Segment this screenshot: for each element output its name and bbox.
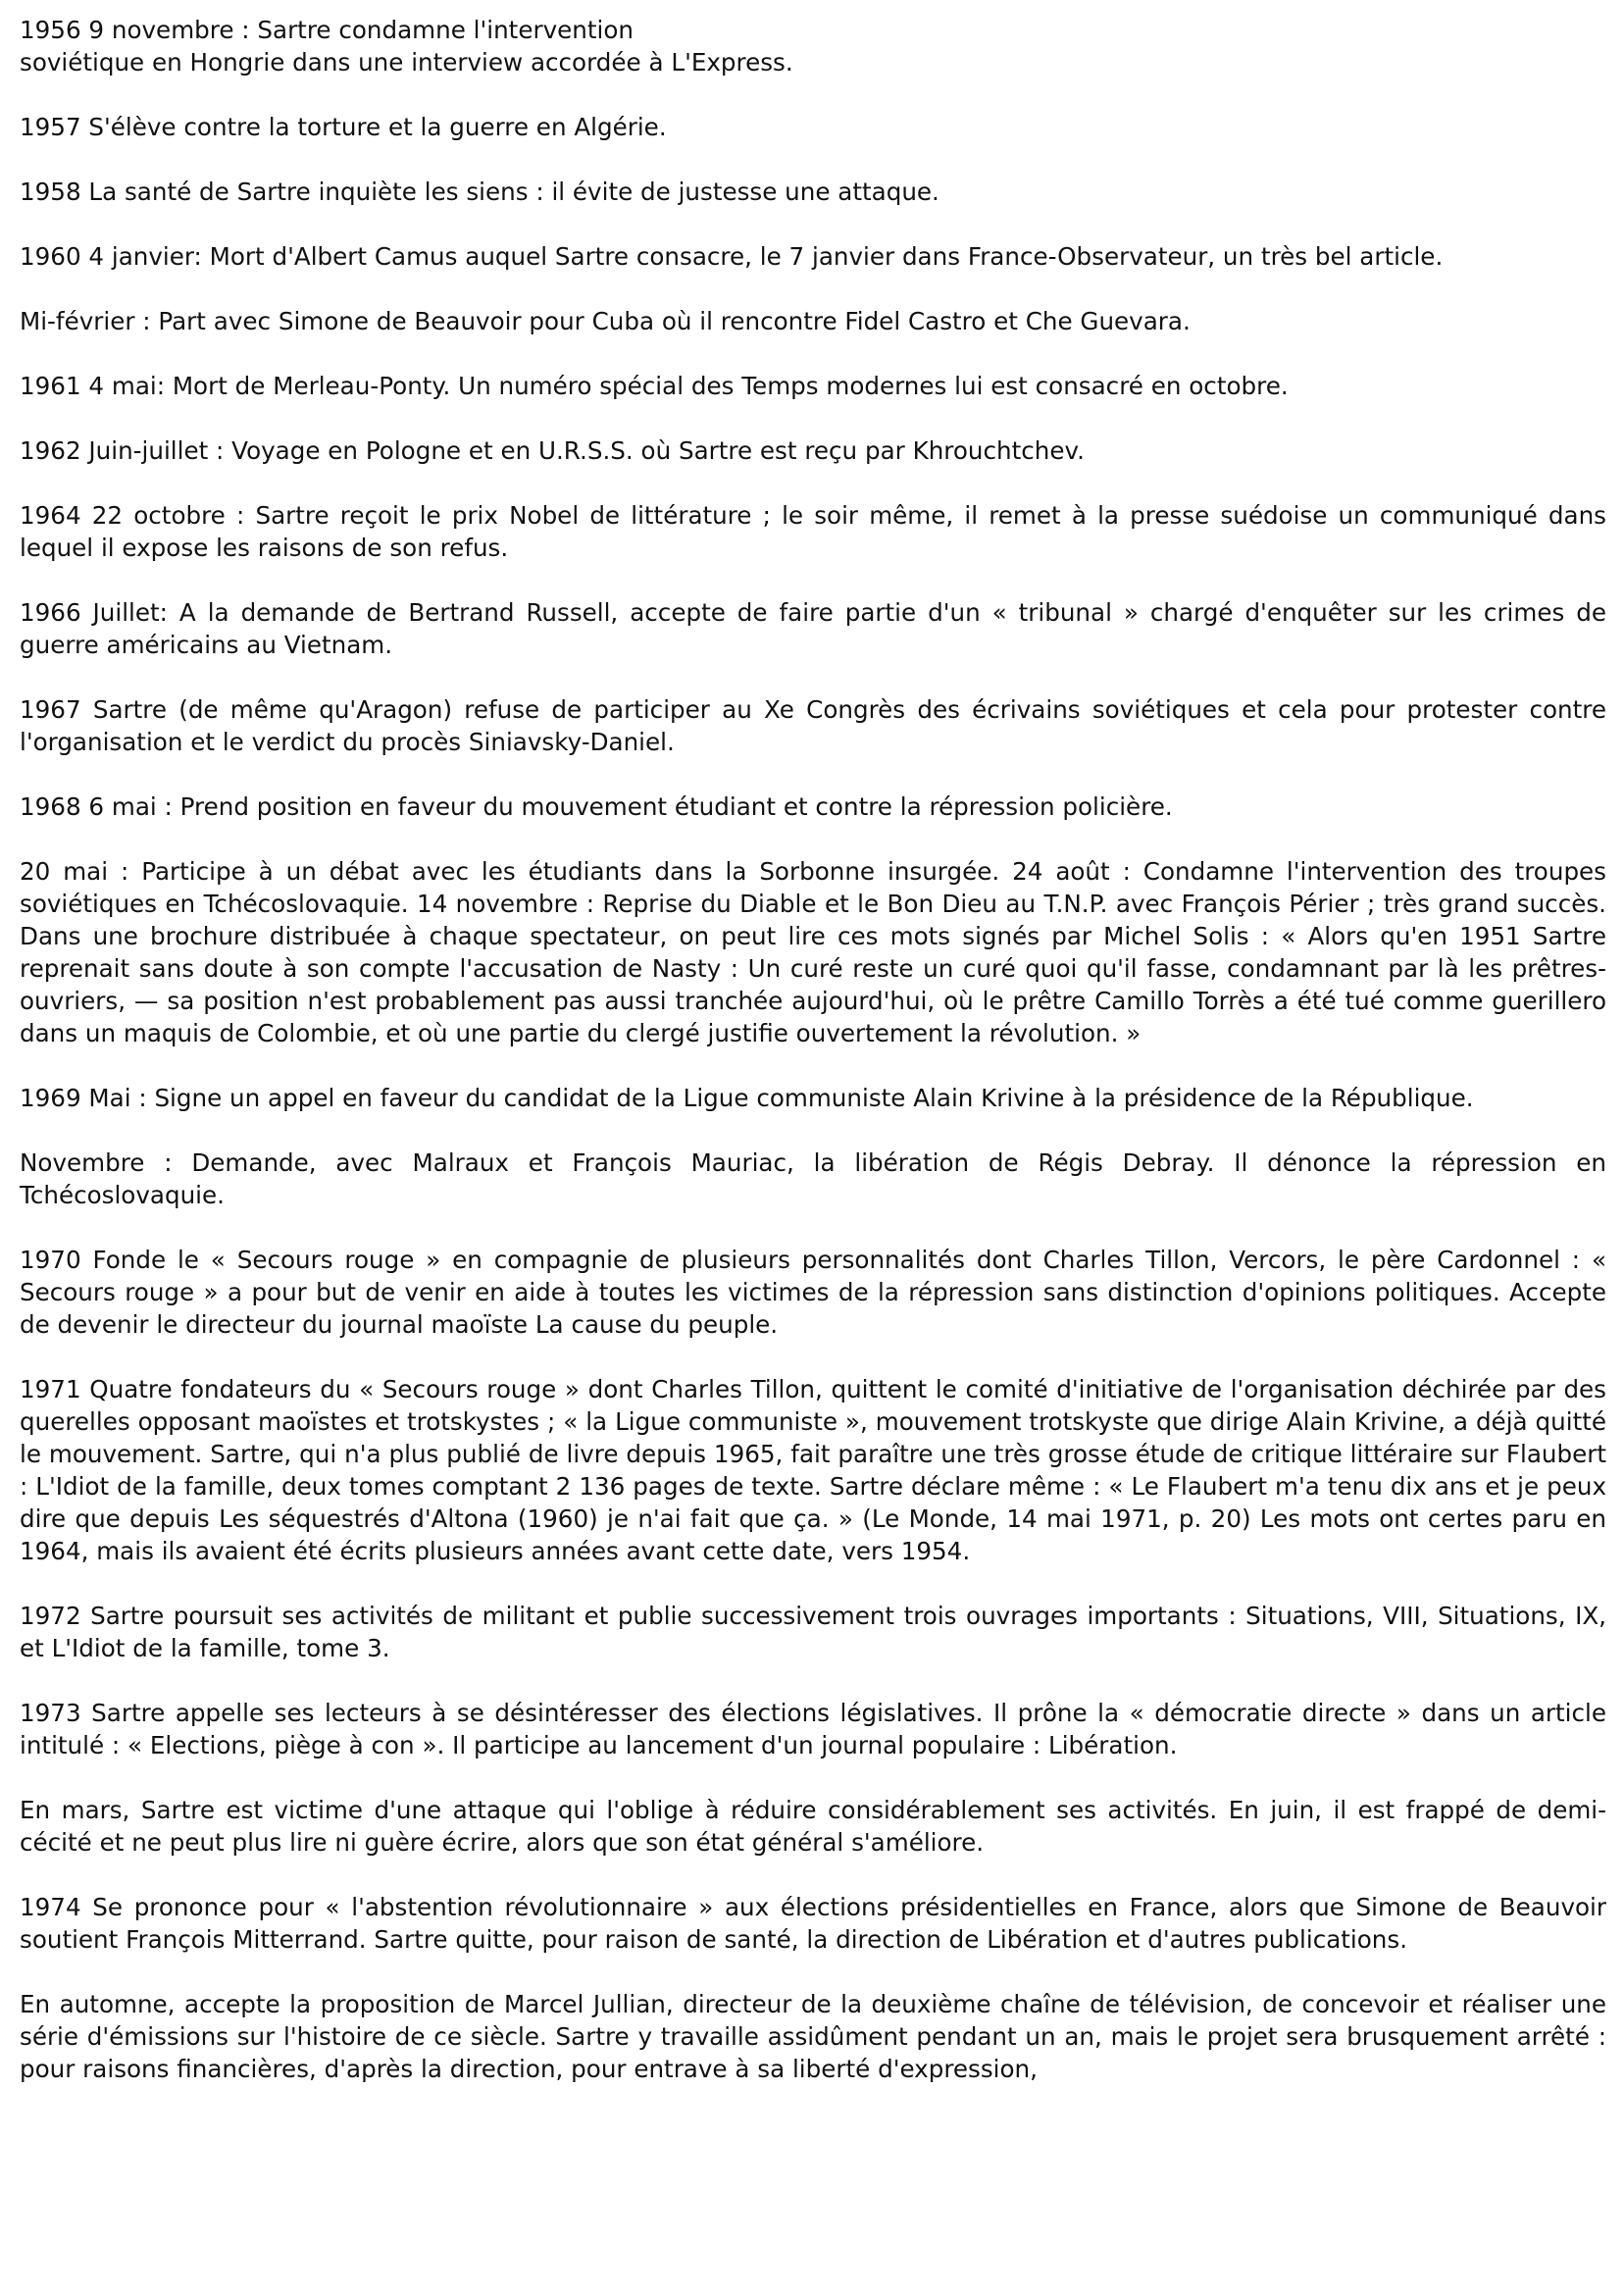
paragraph-1956-line-1: 1956 9 novembre : Sartre condamne l'intervention <box>20 16 634 44</box>
paragraph-1958: 1958 La santé de Sartre inquiète les siens : il évite de justesse une attaque. <box>20 178 939 206</box>
paragraph-1974-en-automne: En automne, accepte la proposition de Marcel Jullian, directeur de la deuxième chaîne de télévision, de concevoir et réaliser une série d'émissions sur l'histoire de ce siècle. Sartre y travaille assidûment pendant un an, mais le projet sera brusquement arrêté : pour raisons financières, d'après la direction, pour entrave à sa liberté d'expression, <box>20 1990 1606 2083</box>
paragraph-1970: 1970 Fonde le « Secours rouge » en compagnie de plusieurs personnalités dont Charles Tillon, Vercors, le père Cardonnel : « Secours rouge » a pour but de venir en aide à toutes les victimes de la répression sans distinction d'opinions politiques. Accepte de devenir le directeur du journal maoïste La cause du peuple. <box>20 1246 1606 1339</box>
paragraph-1960: 1960 4 janvier: Mort d'Albert Camus auquel Sartre consacre, le 7 janvier dans France-Observateur, un très bel article. <box>20 242 1444 271</box>
paragraph-1961: 1961 4 mai: Mort de Merleau-Ponty. Un numéro spécial des Temps modernes lui est consacré en octobre. <box>20 372 1289 400</box>
paragraph-1957: 1957 S'élève contre la torture et la guerre en Algérie. <box>20 113 667 141</box>
paragraph-1956 <box>20 14 1606 78</box>
paragraph-1964: 1964 22 octobre : Sartre reçoit le prix Nobel de littérature ; le soir même, il remet à la presse suédoise un communiqué dans lequel il expose les raisons de son refus. <box>20 501 1606 562</box>
paragraph-1971: 1971 Quatre fondateurs du « Secours rouge » dont Charles Tillon, quittent le comité d'initiative de l'organisation déchirée par des querelles opposant maoïstes et trotskystes ; « la Ligue communiste », mouvement trotskyste que dirige Alain Krivine, a déjà quitté le mouvement. Sartre, qui n'a plus publié de livre depuis 1965, fait paraître une très grosse étude de critique littéraire sur Flaubert : L'Idiot de la famille, deux tomes comptant 2 136 pages de texte. Sartre déclare même : « Le Flaubert m'a tenu dix ans et je peux dire que depuis Les séquestrés d'Altona (1960) je n'ai fait que ça. » (Le Monde, 14 mai 1971, p. 20) Les mots ont certes paru en 1964, mais ils avaient été écrits plusieurs années avant cette date, vers 1954. <box>20 1375 1606 1565</box>
paragraph-1969: 1969 Mai : Signe un appel en faveur du candidat de la Ligue communiste Alain Krivine à la présidence de la République. <box>20 1084 1474 1112</box>
paragraph-1973-en-mars: En mars, Sartre est victime d'une attaque qui l'oblige à réduire considérablement ses activités. En juin, il est frappé de demi-cécité et ne peut plus lire ni guère écrire, alors que son état général s'améliore. <box>20 1796 1606 1857</box>
paragraph-1973: 1973 Sartre appelle ses lecteurs à se désintéresser des élections législatives. Il prône la « démocratie directe » dans un article intitulé : « Elections, piège à con ». Il participe au lancement d'un journal populaire : Libération. <box>20 1699 1606 1759</box>
paragraph-1968: 1968 6 mai : Prend position en faveur du mouvement étudiant et contre la répression policière. <box>20 792 1173 821</box>
paragraph-1968-20-mai: 20 mai : Participe à un débat avec les étudiants dans la Sorbonne insurgée. 24 août : Condamne l'intervention des troupes soviétiques en Tchécoslovaquie. 14 novembre : Reprise du Diable et le Bon Dieu au T.N.P. avec François Périer ; très grand succès. Dans une brochure distribuée à chaque spectateur, on peut lire ces mots signés par Michel Solis : « Alors qu'en 1951 Sartre reprenait sans doute à son compte l'accusation de Nasty : Un curé reste un curé quoi qu'il fasse, condamnant par là les prêtres-ouvriers, — sa position n'est probablement pas aussi tranchée aujourd'hui, où le prêtre Camillo Torrès a été tué comme guerillero dans un maquis de Colombie, et où une partie du clergé justifie ouvertement la révolution. » <box>20 857 1606 1047</box>
paragraph-1962: 1962 Juin-juillet : Voyage en Pologne et en U.R.S.S. où Sartre est reçu par Khrouchtchev. <box>20 436 1085 465</box>
paragraph-1972: 1972 Sartre poursuit ses activités de militant et publie successivement trois ouvrages importants : Situations, VIII, Situations, IX, et L'Idiot de la famille, tome 3. <box>20 1602 1606 1662</box>
paragraph-1974: 1974 Se prononce pour « l'abstention révolutionnaire » aux élections présidentielles en France, alors que Simone de Beauvoir soutient François Mitterrand. Sartre quitte, pour raison de santé, la direction de Libération et d'autres publications. <box>20 1893 1606 1954</box>
paragraph-1967: 1967 Sartre (de même qu'Aragon) refuse de participer au Xe Congrès des écrivains soviétiques et cela pour protester contre l'organisation et le verdict du procès Siniavsky-Daniel. <box>20 695 1606 756</box>
paragraph-1956-line-2: soviétique en Hongrie dans une interview accordée à L'Express. <box>20 48 793 76</box>
paragraph-1966: 1966 Juillet: A la demande de Bertrand Russell, accepte de faire partie d'un « tribunal » chargé d'enquêter sur les crimes de guerre américains au Vietnam. <box>20 598 1606 659</box>
paragraph-1960-mi-fevrier: Mi-février : Part avec Simone de Beauvoir pour Cuba où il rencontre Fidel Castro et Che Guevara. <box>20 307 1191 335</box>
paragraph-1969-novembre: Novembre : Demande, avec Malraux et François Mauriac, la libération de Régis Debray. Il dénonce la répression en Tchécoslovaquie. <box>20 1148 1606 1209</box>
document-page <box>20 14 1606 2085</box>
